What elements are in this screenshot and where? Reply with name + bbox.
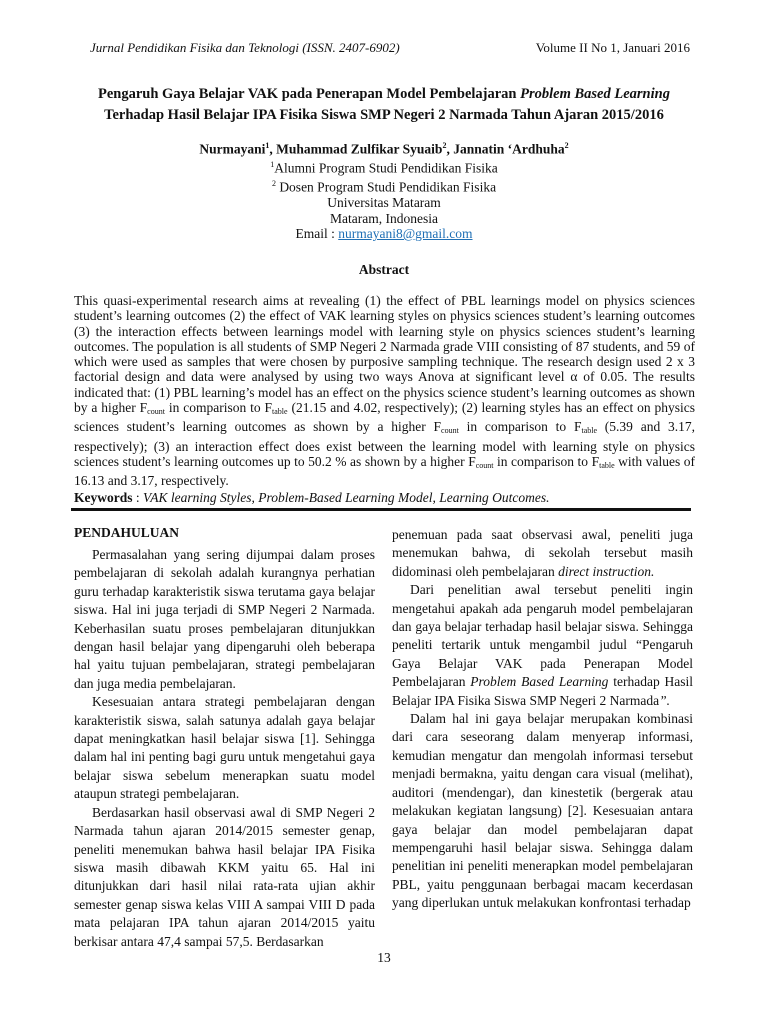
- abstract-text: in comparison to F: [164, 400, 273, 416]
- section-heading: PENDAHULUAN: [74, 525, 180, 540]
- column-right: [392, 526, 693, 913]
- email-line: [84, 226, 684, 242]
- keywords-line: [74, 490, 695, 506]
- affiliation-1: [84, 157, 684, 176]
- subscript-table: table: [581, 426, 598, 436]
- paper-title: [40, 84, 728, 126]
- author-block: [84, 138, 684, 242]
- abstract-text: (5.39 and 3.17, respectively); (3) an interaction effect does exist between the learning model with learning style on physics sciences student’s learning outcomes up to 50.2 % as shown by a higher F: [74, 419, 695, 469]
- paragraph: Berdasarkan hasil observasi awal di SMP Negeri 2 Narmada tahun ajaran 2014/2015 semester genap, peneliti menemukan bahwa hasil belajar IPA Fisika siswa masih dibawah KKM yaitu 65. Hal ini ditunjukkan dari hasil nilai rata-rata ujian akhir semester genap siswa kelas VIII A sampai VIII D pada mata pelajaran IPA tahun ajaran 2014/2015 yaitu berkisar antara 47,4 sampai 57,5. Berdasarkan: [74, 804, 375, 949]
- column-left: [74, 524, 375, 951]
- author-sep: ,: [446, 141, 454, 157]
- paragraph-text: Dari penelitian awal tersebut peneliti ingin mengetahui apakah ada pengaruh model pembelajaran dan gaya belajar terhadap hasil belajar siswa. Sehingga peneliti tertarik untuk mengambil judul “Pengaruh Gaya Belajar VAK pada Penerapan Model Pembelajaran: [392, 582, 693, 690]
- email-link[interactable]: nurmayani8@gmail.com: [338, 226, 473, 241]
- section-divider: [71, 508, 691, 511]
- author-3: Jannatin ‘Ardhuha: [453, 141, 565, 157]
- author-sep: ,: [269, 141, 277, 157]
- author-2-sup: 2: [442, 141, 447, 150]
- affiliation-2: [84, 176, 684, 195]
- paragraph-text: penemuan pada saat observasi awal, peneliti juga menemukan bahwa, di sekolah tersebut masih didominasi oleh pembelajaran: [392, 527, 693, 579]
- author-list: [84, 138, 684, 157]
- paragraph: Kesesuaian antara strategi pembelajaran dengan karakteristik siswa, salah satunya adalah gaya belajar dapat meningkatkan hasil belajar siswa [1]. Sehingga dalam hal ini penting bagi guru untuk mengetahui gaya belajar siswa sebelum menerapkan suatu model ataupun strategi pembelajaran.: [74, 694, 375, 802]
- title-line-2: Terhadap Hasil Belajar IPA Fisika Siswa SMP Negeri 2 Narmada Tahun Ajaran 2015/2016: [104, 107, 664, 123]
- keywords-values: VAK learning Styles, Problem-Based Learning Model, Learning Outcomes.: [143, 490, 550, 505]
- title-text: Pengaruh Gaya Belajar VAK pada Penerapan Model Pembelajaran: [98, 86, 521, 102]
- subscript-count: count: [441, 426, 459, 436]
- italic-term: direct instruction.: [558, 563, 655, 579]
- journal-name: Jurnal Pendidikan Fisika dan Teknologi (ISSN. 2407-6902): [90, 40, 400, 55]
- affiliation-2-sup: 2: [271, 179, 276, 188]
- abstract-text: with values of 16.13 and 3.17, respectively.: [74, 453, 695, 489]
- title-italic-term: Problem Based Learning: [520, 86, 670, 102]
- subscript-count: count: [147, 407, 165, 417]
- location: Mataram, Indonesia: [330, 210, 438, 226]
- affiliation-1-text: Alumni Program Studi Pendidikan Fisika: [274, 160, 498, 176]
- abstract-text: (21.15 and 4.02, respectively); (2) learning styles has an effect on physics sciences student’s learning outcomes as shown by a higher F: [74, 400, 696, 435]
- email-label: Email :: [295, 226, 339, 241]
- keywords-label: Keywords: [74, 490, 133, 505]
- subscript-count: count: [475, 460, 494, 470]
- abstract-text: in comparison to F: [493, 453, 600, 469]
- author-1: Nurmayani: [199, 141, 266, 157]
- author-2: Muhammad Zulfikar Syuaib: [276, 141, 443, 157]
- keywords-sep: :: [132, 490, 144, 505]
- paragraph-text: terhadap Hasil Belajar IPA Fisika Siswa SMP Negeri 2 Narmada: [392, 674, 693, 708]
- running-header: [90, 40, 690, 56]
- affiliation-1-sup: 1: [270, 160, 275, 169]
- author-3-sup: 2: [564, 141, 569, 150]
- abstract-body: [74, 293, 695, 489]
- paragraph: [392, 581, 693, 710]
- author-1-sup: 1: [265, 141, 270, 150]
- affiliation-2-text: Dosen Program Studi Pendidikan Fisika: [275, 179, 497, 195]
- abstract-text: in comparison to F: [458, 419, 582, 435]
- paragraph: Permasalahan yang sering dijumpai dalam proses pembelajaran di sekolah adalah kurangnya perhatian guru terhadap karakteristik siswa terutama gaya belajar siswa. Hal ini juga terjadi di SMP Negeri 2 Narmada. Keberhasilan suatu proses pembelajaran ditunjukkan dengan hasil belajar yang dipengaruhi oleh beberapa hal yaitu tujuan pembelajaran, strategi pembelajaran dan juga media pembelajaran.: [74, 547, 375, 691]
- closing-quote: ”.: [659, 692, 670, 708]
- page-number: 13: [377, 950, 391, 965]
- subscript-table: table: [272, 407, 288, 417]
- abstract-text: This quasi-experimental research aims at revealing (1) the effect of PBL learnings model on physics sciences student’s learning outcomes (2) the effect of VAK learning styles on physics sciences student’s learning outcomes (3) the interaction effects between learnings model with learning style on physics sciences student’s learning outcomes. The population is all students of SMP Negeri 2 Narmada grade VIII consisting of 87 students, and 59 of which were used as samples that were chosen by purposive sampling technique. The research design used 2 x 3 factorial design and data were analysed by using two ways Anova at significant level α of 0.05. The results indicated that: (1) PBL learning’s model has an effect on the physics science student’s learning outcomes as shown by a higher F: [74, 293, 695, 416]
- university: Universitas Mataram: [327, 195, 441, 210]
- subscript-table: table: [599, 460, 615, 470]
- paragraph: Dalam hal ini gaya belajar merupakan kombinasi dari cara seseorang dalam menyerap informasi, kemudian mengatur dan mengolah informasi tersebut menjadi bermakna, yaitu dengan cara visual (melihat), auditori (mendengar), dan kinestetik (bergerak atau melakukan kegiatan langsung) [2]. Kesesuaian antara gaya belajar dan model pembelajaran dapat mempengaruhi hasil belajar siswa. Sehingga dalam penelitian ini peneliti menerapkan model pembelajaran PBL, yaitu penggunaan berbagai macam kecerdasan yang diperlukan untuk melakukan konfrontasi terhadap: [392, 711, 693, 911]
- paragraph: [392, 526, 693, 581]
- abstract-heading: Abstract: [358, 262, 410, 277]
- italic-term: Problem Based Learning: [470, 674, 609, 690]
- title-line-1: [40, 84, 728, 105]
- volume-info: Volume II No 1, Januari 2016: [535, 40, 690, 55]
